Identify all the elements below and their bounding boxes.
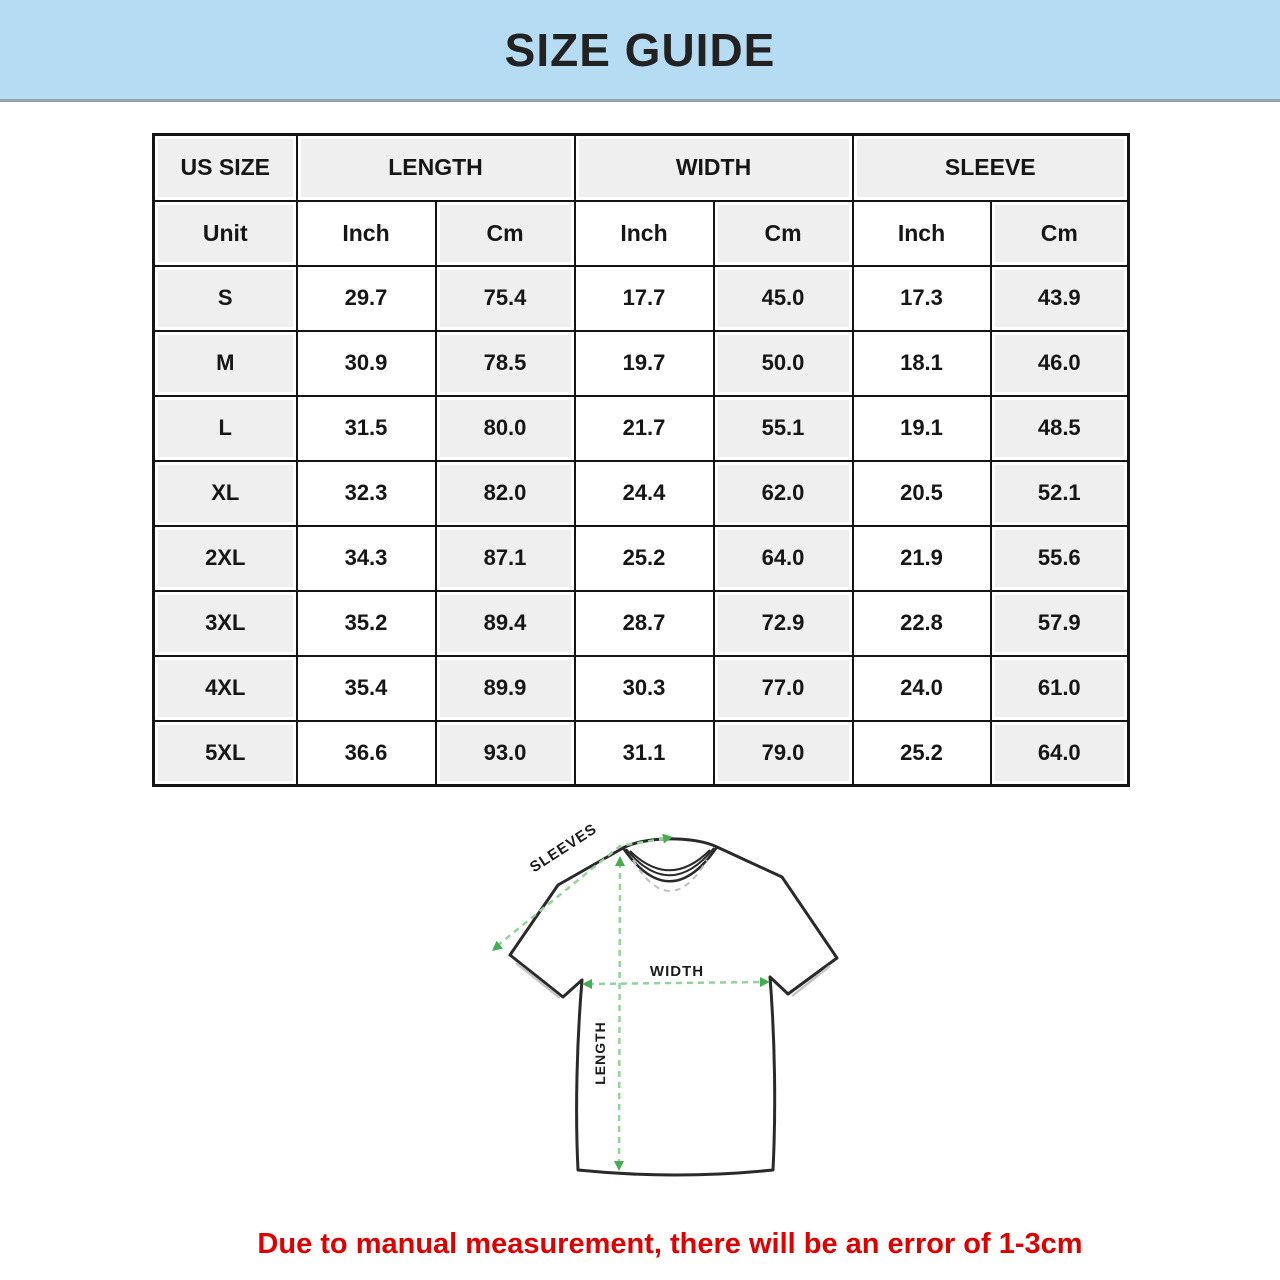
disclaimer-text: Due to manual measurement, there will be an error of 1-3cm [257,1228,1083,1260]
measurement-cell: 30.9 [297,331,436,396]
unit-row [154,201,1129,266]
measurement-cell: 36.6 [297,721,436,786]
table-row [154,526,1129,591]
size-table-body [154,266,1129,786]
size-table [152,133,1130,787]
unit-cell: Cm [714,201,853,266]
measurement-cell: 55.6 [991,526,1129,591]
measurement-cell: 50.0 [714,331,853,396]
measurement-cell: 52.1 [991,461,1129,526]
measurement-cell: 79.0 [714,721,853,786]
measurement-cell: 89.9 [436,656,575,721]
table-row [154,461,1129,526]
measurement-cell: 61.0 [991,656,1129,721]
sleeves-label: SLEEVES [526,820,601,877]
measurement-cell: 25.2 [575,526,714,591]
measurement-cell: 25.2 [853,721,991,786]
size-cell: XL [154,461,297,526]
size-cell: L [154,396,297,461]
measurement-cell: 19.7 [575,331,714,396]
measurement-cell: 18.1 [853,331,991,396]
measurement-cell: 48.5 [991,396,1129,461]
measurement-cell: 21.7 [575,396,714,461]
table-header-row [154,135,1129,201]
width-label: WIDTH [649,963,705,980]
unit-cell: Cm [991,201,1129,266]
unit-cell: Inch [853,201,991,266]
measurement-cell: 43.9 [991,266,1129,331]
measurement-cell: 82.0 [436,461,575,526]
measurement-cell: 87.1 [436,526,575,591]
size-cell: 3XL [154,591,297,656]
size-cell: M [154,331,297,396]
tshirt-outline-graphic [510,839,837,1175]
tshirt-diagram [470,810,890,1230]
size-cell: 5XL [154,721,297,786]
size-cell: S [154,266,297,331]
measurement-cell: 29.7 [297,266,436,331]
header-width: WIDTH [575,135,853,201]
measurement-cell: 24.4 [575,461,714,526]
measurement-cell: 55.1 [714,396,853,461]
size-cell: 4XL [154,656,297,721]
measurement-cell: 57.9 [991,591,1129,656]
size-cell: 2XL [154,526,297,591]
measurement-cell: 72.9 [714,591,853,656]
table-row [154,266,1129,331]
page-title: SIZE GUIDE [504,23,776,76]
table-row [154,656,1129,721]
measurement-cell: 17.7 [575,266,714,331]
header-us-size: US SIZE [154,135,297,201]
measurement-cell: 19.1 [853,396,991,461]
unit-label-cell: Unit [154,201,297,266]
measurement-cell: 20.5 [853,461,991,526]
measurement-cell: 34.3 [297,526,436,591]
measurement-cell: 31.1 [575,721,714,786]
measurement-cell: 64.0 [714,526,853,591]
table-row [154,721,1129,786]
measurement-cell: 45.0 [714,266,853,331]
measurement-cell: 89.4 [436,591,575,656]
length-label: LENGTH [592,1021,608,1085]
measurement-cell: 32.3 [297,461,436,526]
measurement-cell: 93.0 [436,721,575,786]
measurement-cell: 80.0 [436,396,575,461]
measurement-cell: 21.9 [853,526,991,591]
header-length: LENGTH [297,135,575,201]
table-row [154,591,1129,656]
measurement-cell: 62.0 [714,461,853,526]
unit-cell: Cm [436,201,575,266]
measurement-cell: 35.2 [297,591,436,656]
unit-cell: Inch [297,201,436,266]
measurement-cell: 35.4 [297,656,436,721]
measurement-cell: 77.0 [714,656,853,721]
header-sleeve: SLEEVE [853,135,1129,201]
measurement-cell: 31.5 [297,396,436,461]
size-guide-banner [0,0,1280,102]
measurement-cell: 64.0 [991,721,1129,786]
table-row [154,396,1129,461]
measurement-cell: 22.8 [853,591,991,656]
unit-cell: Inch [575,201,714,266]
table-row [154,331,1129,396]
measurement-cell: 28.7 [575,591,714,656]
measurement-cell: 46.0 [991,331,1129,396]
measurement-cell: 75.4 [436,266,575,331]
measurement-cell: 24.0 [853,656,991,721]
measurement-cell: 78.5 [436,331,575,396]
measurement-cell: 30.3 [575,656,714,721]
measurement-cell: 17.3 [853,266,991,331]
